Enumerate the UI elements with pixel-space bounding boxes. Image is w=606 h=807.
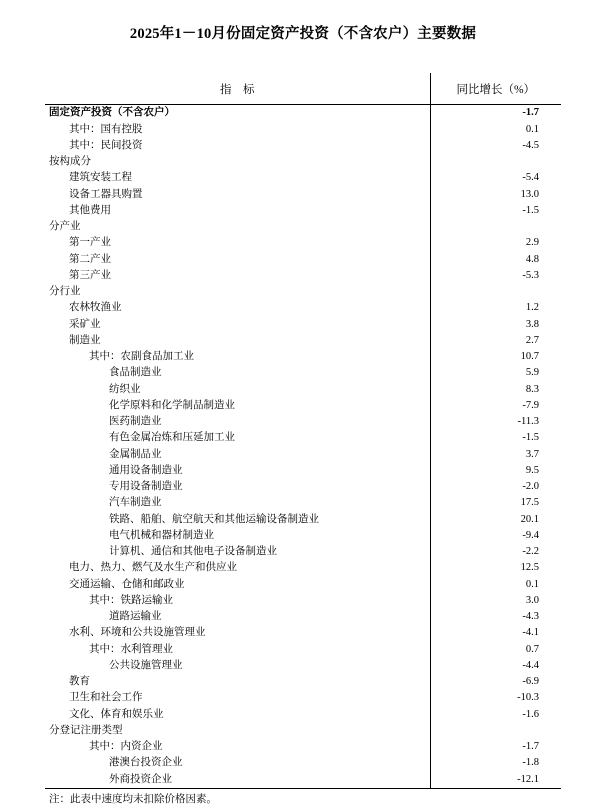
row-yoy-growth-value: -4.1 (430, 625, 561, 641)
row-yoy-growth-value: -1.8 (430, 755, 561, 771)
row-indicator-label: 专用设备制造业 (109, 481, 183, 493)
row-indicator-label: 汽车制造业 (109, 497, 162, 509)
table-row (45, 430, 561, 446)
row-yoy-growth-value: -4.5 (430, 138, 561, 154)
row-indicator-label: 分产业 (49, 221, 81, 233)
row-yoy-growth-value: -12.1 (430, 771, 561, 787)
row-yoy-growth-value: -2.2 (430, 544, 561, 560)
row-indicator-label: 其中：内资企业 (89, 741, 163, 753)
row-yoy-growth-value: -1.5 (430, 430, 561, 446)
row-yoy-growth-value: -11.3 (430, 414, 561, 430)
column-header-indicator: 指 标 (45, 73, 430, 105)
row-indicator-label: 交通运输、仓储和邮政业 (69, 578, 185, 590)
row-yoy-growth-value: 17.5 (430, 495, 561, 511)
row-yoy-growth-value: 13.0 (430, 186, 561, 202)
row-yoy-growth-value: -5.3 (430, 268, 561, 284)
row-yoy-growth-value (430, 154, 561, 170)
row-yoy-growth-value: -1.5 (430, 203, 561, 219)
table-row (45, 154, 561, 170)
row-yoy-growth-value: 0.1 (430, 121, 561, 137)
row-indicator-label: 采矿业 (69, 318, 101, 330)
table-row (45, 170, 561, 186)
table-row (45, 186, 561, 202)
row-indicator-label: 其中：铁路运输业 (89, 594, 173, 606)
row-yoy-growth-value: -4.3 (430, 609, 561, 625)
table-row (45, 560, 561, 576)
row-yoy-growth-value: 1.2 (430, 300, 561, 316)
row-indicator-label: 化学原料和化学制品制造业 (109, 399, 235, 411)
row-yoy-growth-value: 0.7 (430, 641, 561, 657)
table-row (45, 398, 561, 414)
row-indicator-label: 建筑安装工程 (69, 172, 132, 184)
table-header (45, 73, 561, 105)
table-header-row (45, 73, 561, 105)
table-row (45, 105, 561, 122)
table-row (45, 284, 561, 300)
table-row (45, 349, 561, 365)
table-row (45, 365, 561, 381)
row-indicator-label: 水利、环境和公共设施管理业 (69, 627, 206, 639)
table-row (45, 706, 561, 722)
row-indicator-label: 公共设施管理业 (109, 659, 183, 671)
row-yoy-growth-value: 3.0 (430, 593, 561, 609)
row-yoy-growth-value: -9.4 (430, 528, 561, 544)
table-row (45, 446, 561, 462)
row-indicator-label: 教育 (69, 676, 90, 688)
row-indicator-label: 计算机、通信和其他电子设备制造业 (109, 546, 277, 558)
table-row (45, 268, 561, 284)
row-indicator-label: 卫生和社会工作 (69, 692, 143, 704)
row-indicator-label: 文化、体育和娱乐业 (69, 708, 164, 720)
row-indicator-label: 金属制品业 (109, 448, 162, 460)
row-indicator-label: 电力、热力、燃气及水生产和供应业 (69, 562, 237, 574)
row-indicator-label: 通用设备制造业 (109, 464, 183, 476)
table-row (45, 251, 561, 267)
row-indicator-label: 固定资产投资（不含农户） (49, 107, 175, 119)
row-indicator-label: 其中：民间投资 (69, 139, 143, 151)
row-yoy-growth-value (430, 219, 561, 235)
table-row (45, 544, 561, 560)
table-row (45, 381, 561, 397)
row-yoy-growth-value: 20.1 (430, 511, 561, 527)
row-indicator-label: 第一产业 (69, 237, 111, 249)
table-row (45, 528, 561, 544)
row-indicator-label: 铁路、船舶、航空航天和其他运输设备制造业 (109, 513, 319, 525)
table-row (45, 690, 561, 706)
row-yoy-growth-value: 10.7 (430, 349, 561, 365)
row-yoy-growth-value: 5.9 (430, 365, 561, 381)
row-indicator-label: 纺织业 (109, 383, 141, 395)
row-indicator-label: 其中：农副食品加工业 (89, 351, 194, 363)
row-yoy-growth-value: -4.4 (430, 658, 561, 674)
row-yoy-growth-value: -1.7 (430, 105, 561, 122)
table-row (45, 463, 561, 479)
table-row (45, 755, 561, 771)
table-row (45, 576, 561, 592)
row-indicator-label: 分登记注册类型 (49, 724, 123, 736)
row-indicator-label: 制造业 (69, 334, 101, 346)
table-row (45, 609, 561, 625)
table-row (45, 641, 561, 657)
row-yoy-growth-value: 3.8 (430, 316, 561, 332)
row-indicator-label: 设备工器具购置 (69, 188, 143, 200)
row-indicator-label: 外商投资企业 (109, 773, 172, 785)
row-indicator-label: 电气机械和器材制造业 (109, 529, 214, 541)
row-indicator-label: 有色金属冶炼和压延加工业 (109, 432, 235, 444)
row-indicator-label: 其他费用 (69, 204, 111, 216)
table-row (45, 593, 561, 609)
row-yoy-growth-value: -1.7 (430, 739, 561, 755)
table-row (45, 121, 561, 137)
row-yoy-growth-value: -7.9 (430, 398, 561, 414)
table-row (45, 219, 561, 235)
page-title: 2025年1－10月份固定资产投资（不含农户）主要数据 (129, 26, 477, 42)
row-yoy-growth-value (430, 723, 561, 739)
table-row (45, 414, 561, 430)
row-yoy-growth-value: 3.7 (430, 446, 561, 462)
row-indicator-label: 其中：水利管理业 (89, 643, 173, 655)
row-indicator-label: 港澳台投资企业 (109, 757, 183, 769)
row-yoy-growth-value: 8.3 (430, 381, 561, 397)
row-yoy-growth-value: 9.5 (430, 463, 561, 479)
table-row (45, 674, 561, 690)
table-row (45, 316, 561, 332)
table-row (45, 333, 561, 349)
table-row (45, 300, 561, 316)
table-row (45, 138, 561, 154)
table-row (45, 511, 561, 527)
table-row (45, 723, 561, 739)
row-yoy-growth-value: -1.6 (430, 706, 561, 722)
row-indicator-label: 医药制造业 (109, 416, 162, 428)
row-yoy-growth-value: 2.9 (430, 235, 561, 251)
row-yoy-growth-value: -5.4 (430, 170, 561, 186)
column-header-yoy-growth: 同比增长（%） (430, 73, 561, 105)
table-row (45, 495, 561, 511)
row-indicator-label: 其中：国有控股 (69, 123, 143, 135)
row-yoy-growth-value: -2.0 (430, 479, 561, 495)
table-note: 注：此表中速度均未扣除价格因素。 (49, 793, 217, 805)
main-data-table-container (45, 73, 561, 807)
table-row (45, 235, 561, 251)
table-row (45, 625, 561, 641)
row-indicator-label: 农林牧渔业 (69, 302, 122, 314)
row-yoy-growth-value: 0.1 (430, 576, 561, 592)
table-row (45, 658, 561, 674)
row-indicator-label: 按构成分 (49, 156, 91, 168)
row-indicator-label: 分行业 (49, 286, 81, 298)
row-indicator-label: 道路运输业 (109, 611, 162, 623)
row-yoy-growth-value: 2.7 (430, 333, 561, 349)
table-row (45, 479, 561, 495)
row-yoy-growth-value: -6.9 (430, 674, 561, 690)
row-yoy-growth-value: 12.5 (430, 560, 561, 576)
row-indicator-label: 第二产业 (69, 253, 111, 265)
fixed-asset-investment-table (45, 73, 561, 788)
row-indicator-label: 食品制造业 (109, 367, 162, 379)
table-row (45, 739, 561, 755)
table-row (45, 203, 561, 219)
row-yoy-growth-value: 4.8 (430, 251, 561, 267)
table-row (45, 771, 561, 787)
row-yoy-growth-value (430, 284, 561, 300)
table-body (45, 105, 561, 788)
row-yoy-growth-value: -10.3 (430, 690, 561, 706)
row-indicator-label: 第三产业 (69, 269, 111, 281)
